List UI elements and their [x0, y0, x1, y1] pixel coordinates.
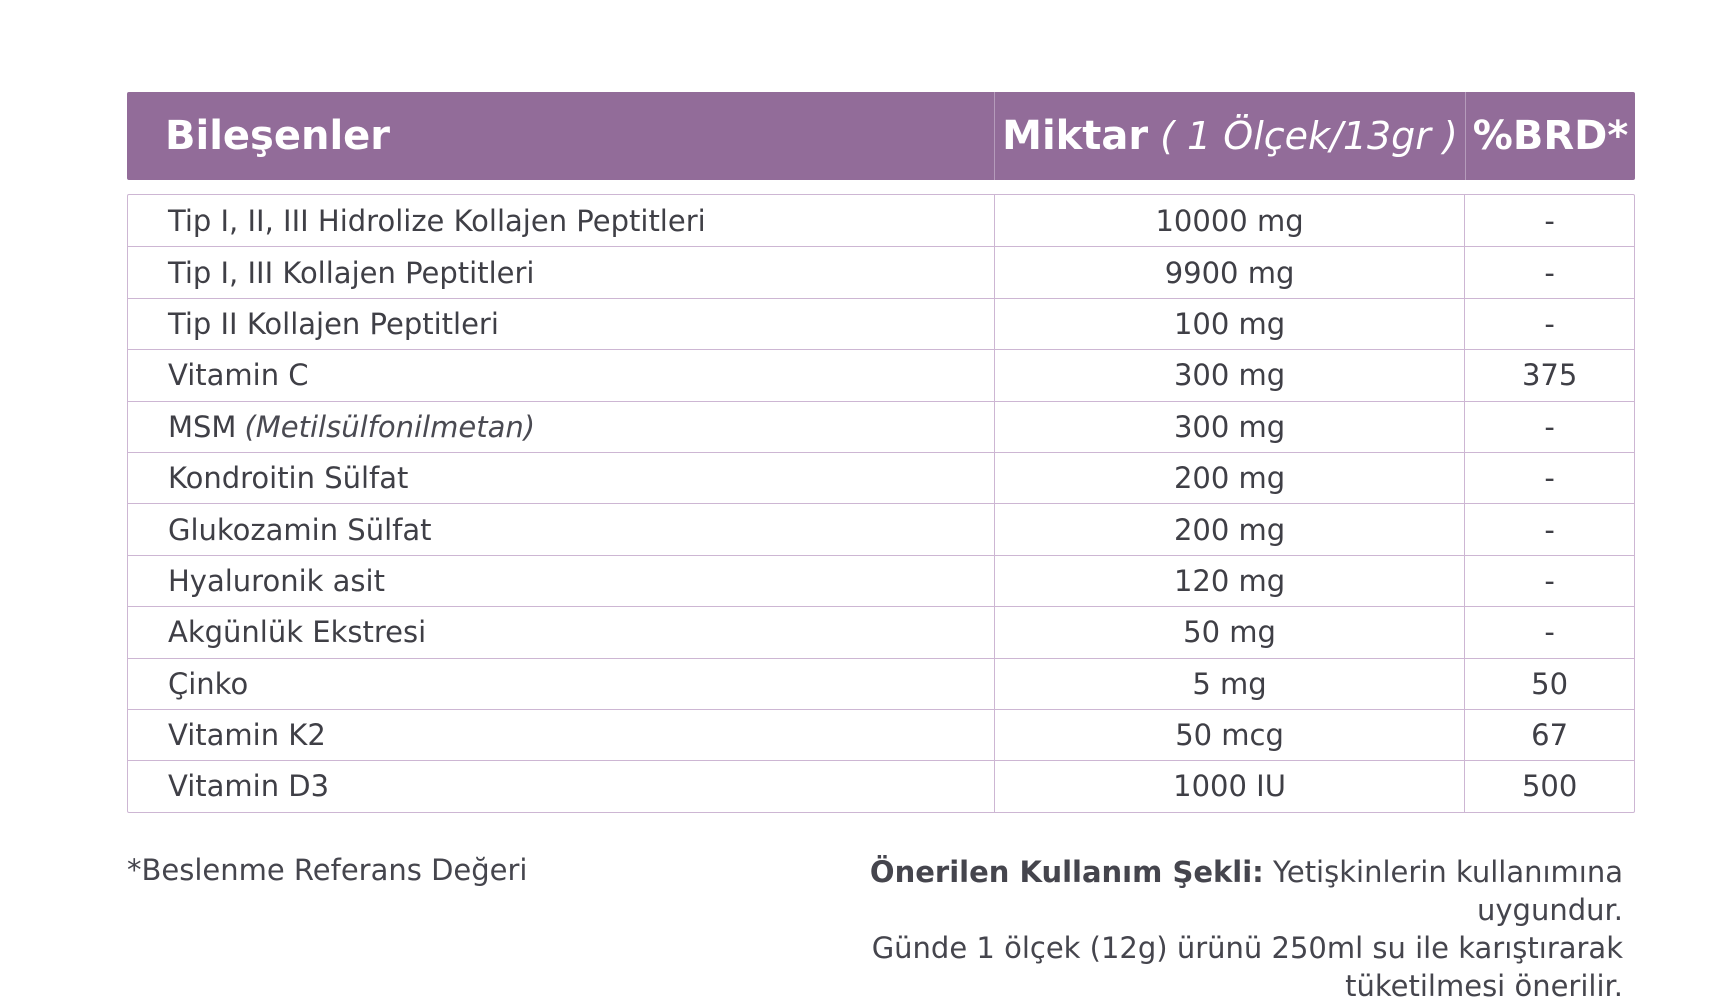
component-name: Vitamin K2	[168, 718, 326, 753]
rda-cell: -	[1464, 556, 1634, 606]
amount-cell: 1000 IU	[994, 761, 1464, 811]
header-rda: %BRD*	[1465, 92, 1635, 180]
table-row	[128, 658, 1634, 709]
component-name-cell	[128, 350, 994, 400]
amount-cell: 50 mcg	[994, 710, 1464, 760]
table-body	[127, 194, 1635, 813]
component-name-cell	[128, 195, 994, 246]
rda-cell: -	[1464, 195, 1634, 246]
component-name: MSM	[168, 409, 237, 444]
component-name-cell	[128, 556, 994, 606]
usage-label: Önerilen Kullanım Şekli:	[869, 855, 1264, 889]
component-name-cell	[128, 299, 994, 349]
header-amount	[994, 92, 1465, 180]
table-row	[128, 401, 1634, 452]
component-name-cell	[128, 761, 994, 811]
rda-cell: 50	[1464, 659, 1634, 709]
component-name: Vitamin D3	[168, 769, 330, 804]
table-header	[127, 92, 1635, 180]
rda-cell: 500	[1464, 761, 1634, 811]
component-name-cell	[128, 453, 994, 503]
table-row	[128, 503, 1634, 554]
amount-cell: 200 mg	[994, 504, 1464, 554]
usage-text-1: Yetişkinlerin kullanımına uygundur.	[1272, 855, 1623, 927]
table-row	[128, 555, 1634, 606]
header-components: Bileşenler	[165, 113, 391, 159]
usage-instructions	[723, 853, 1623, 1005]
component-name-cell	[128, 504, 994, 554]
usage-line-2: Günde 1 ölçek (12g) ürünü 250ml su ile karıştırarak	[871, 931, 1623, 965]
component-name: Vitamin C	[168, 358, 309, 393]
header-amount-label: Miktar	[1002, 113, 1149, 159]
component-name-cell	[128, 659, 994, 709]
rda-cell: -	[1464, 402, 1634, 452]
component-name: Tip I, II, III Hidrolize Kollajen Peptitleri	[168, 203, 706, 238]
table-row	[128, 246, 1634, 297]
component-name: Glukozamin Sülfat	[168, 512, 432, 547]
amount-cell: 200 mg	[994, 453, 1464, 503]
usage-line-3: tüketilmesi önerilir.	[1345, 969, 1623, 1003]
rda-footnote: *Beslenme Referans Değeri	[127, 853, 528, 887]
amount-cell: 120 mg	[994, 556, 1464, 606]
rda-cell: 67	[1464, 710, 1634, 760]
amount-cell: 5 mg	[994, 659, 1464, 709]
table-row	[128, 298, 1634, 349]
rda-cell: -	[1464, 607, 1634, 657]
amount-cell: 300 mg	[994, 350, 1464, 400]
table-row	[128, 760, 1634, 811]
header-amount-note: ( 1 Ölçek/13gr )	[1160, 114, 1458, 158]
rda-cell: -	[1464, 504, 1634, 554]
table-row	[128, 195, 1634, 246]
amount-cell: 50 mg	[994, 607, 1464, 657]
table-row	[128, 709, 1634, 760]
amount-cell: 300 mg	[994, 402, 1464, 452]
supplement-facts-table	[127, 92, 1635, 813]
amount-cell: 100 mg	[994, 299, 1464, 349]
component-note: (Metilsülfonilmetan)	[244, 409, 536, 444]
component-name: Akgünlük Ekstresi	[168, 615, 427, 650]
usage-line-1	[723, 853, 1623, 929]
table-row	[128, 452, 1634, 503]
component-name: Hyaluronik asit	[168, 563, 385, 598]
rda-cell: -	[1464, 299, 1634, 349]
table-row	[128, 606, 1634, 657]
component-name: Kondroitin Sülfat	[168, 461, 409, 496]
rda-cell: -	[1464, 247, 1634, 297]
component-name-cell	[128, 607, 994, 657]
component-name-cell	[128, 710, 994, 760]
component-name-cell	[128, 247, 994, 297]
component-name: Tip II Kollajen Peptitleri	[168, 306, 499, 341]
component-name: Tip I, III Kollajen Peptitleri	[168, 255, 535, 290]
amount-cell: 9900 mg	[994, 247, 1464, 297]
table-row	[128, 349, 1634, 400]
component-name: Çinko	[168, 666, 249, 701]
amount-cell: 10000 mg	[994, 195, 1464, 246]
rda-cell: 375	[1464, 350, 1634, 400]
rda-cell: -	[1464, 453, 1634, 503]
component-name-cell	[128, 402, 994, 452]
